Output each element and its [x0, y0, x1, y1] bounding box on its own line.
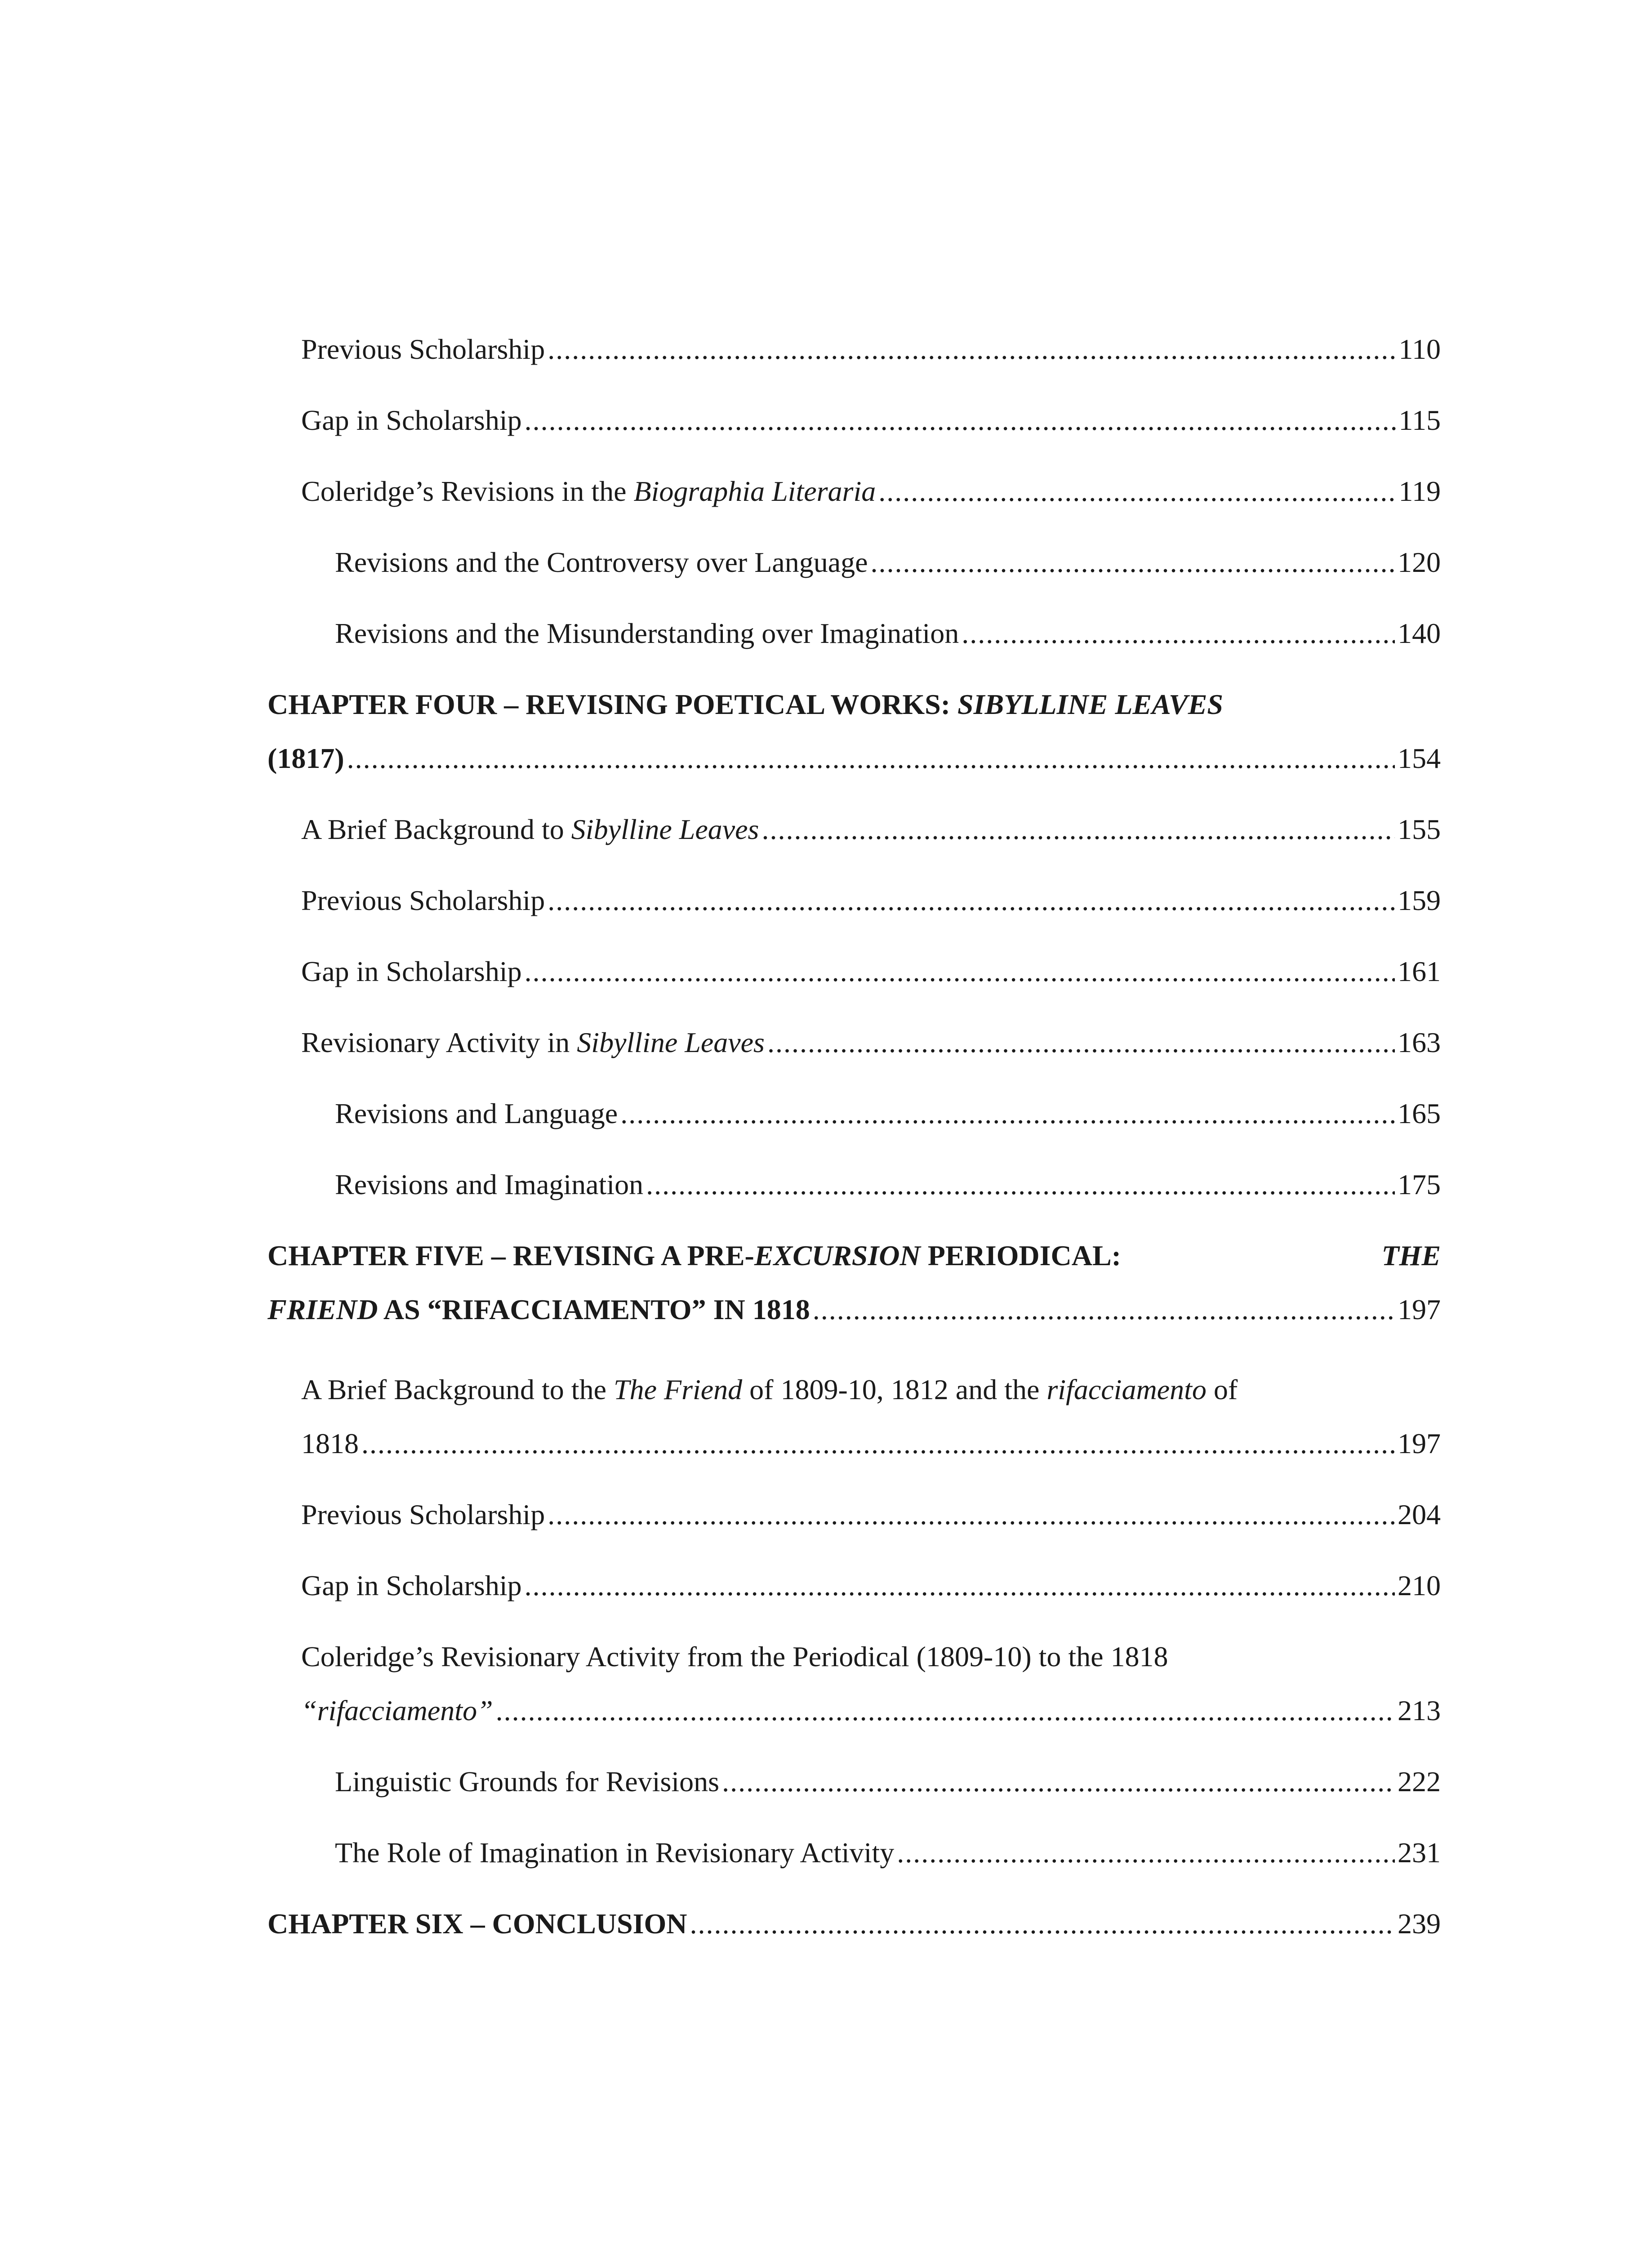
- page-number: 222: [1398, 1766, 1441, 1798]
- toc-entry[interactable]: [267, 404, 1441, 475]
- chapter-heading-continued[interactable]: [267, 1293, 1441, 1364]
- entry-title: (1817): [267, 742, 344, 774]
- toc-entry[interactable]: [267, 1836, 1441, 1907]
- entry-title: Previous Scholarship: [301, 333, 545, 365]
- leader-dots: [347, 742, 1395, 775]
- toc-entry[interactable]: Coleridge’s Revisionary Activity from the Periodical (1809-10) to the 1818: [301, 1641, 1168, 1673]
- page-number: 159: [1398, 884, 1441, 916]
- entry-title: 1818: [301, 1427, 359, 1459]
- page-number: 161: [1398, 955, 1441, 987]
- entry-title: The Role of Imagination in Revisionary Activity: [335, 1837, 895, 1869]
- leader-dots: [767, 1026, 1395, 1059]
- page-number: 210: [1398, 1570, 1441, 1601]
- page-number: 110: [1398, 333, 1441, 365]
- page-number: 115: [1398, 404, 1441, 436]
- leader-dots: [620, 1097, 1395, 1130]
- chapter-heading[interactable]: CHAPTER FOUR – REVISING POETICAL WORKS: SIBYLLINE LEAVES: [267, 688, 1223, 720]
- leader-dots: [525, 404, 1396, 437]
- table-of-contents: [267, 333, 1441, 1978]
- entry-title: “rifacciamento”: [301, 1695, 493, 1726]
- page-number: 165: [1398, 1097, 1441, 1129]
- leader-dots: [722, 1765, 1395, 1798]
- toc-entry[interactable]: [267, 884, 1441, 955]
- toc-entry[interactable]: [267, 546, 1441, 617]
- page-number: 175: [1398, 1169, 1441, 1200]
- chapter-heading[interactable]: CHAPTER FIVE – REVISING A PRE-EXCURSION PERIODICAL: THE: [267, 1240, 1441, 1271]
- entry-title: Previous Scholarship: [301, 1499, 545, 1530]
- entry-title: CHAPTER SIX – CONCLUSION: [267, 1908, 687, 1940]
- toc-entry-continued[interactable]: [267, 1427, 1441, 1498]
- chapter-heading[interactable]: [267, 1907, 1441, 1978]
- toc-entry[interactable]: [267, 1026, 1441, 1097]
- leader-dots: [548, 333, 1396, 366]
- toc-entry[interactable]: [267, 1168, 1441, 1239]
- page-number: 140: [1398, 617, 1441, 649]
- toc-entry-continued[interactable]: [267, 1694, 1441, 1765]
- page-number: 204: [1398, 1499, 1441, 1530]
- toc-entry[interactable]: [267, 475, 1441, 546]
- entry-title: Gap in Scholarship: [301, 404, 522, 436]
- entry-title: Revisionary Activity in Sibylline Leaves: [301, 1026, 765, 1058]
- leader-dots: [548, 884, 1395, 917]
- leader-dots: [525, 955, 1395, 988]
- toc-entry[interactable]: [267, 1765, 1441, 1836]
- leader-dots: [525, 1569, 1395, 1602]
- page-number: 155: [1398, 813, 1441, 845]
- leader-dots: [897, 1836, 1395, 1869]
- toc-entry[interactable]: [267, 333, 1441, 404]
- entry-title: Revisions and Language: [335, 1097, 618, 1129]
- entry-title: Coleridge’s Revisions in the Biographia Literaria: [301, 475, 876, 507]
- entry-title: Gap in Scholarship: [301, 955, 522, 987]
- entry-title: FRIEND AS “RIFACCIAMENTO” IN 1818: [267, 1293, 810, 1325]
- entry-title: Linguistic Grounds for Revisions: [335, 1766, 720, 1798]
- toc-entry[interactable]: [267, 1569, 1441, 1640]
- leader-dots: [361, 1427, 1395, 1460]
- page-number: 197: [1398, 1293, 1441, 1325]
- entry-title: Revisions and Imagination: [335, 1169, 644, 1200]
- page-number: 231: [1398, 1837, 1441, 1869]
- page-number: 120: [1398, 546, 1441, 578]
- toc-entry[interactable]: [267, 955, 1441, 1026]
- leader-dots: [871, 546, 1395, 579]
- chapter-heading-continued[interactable]: [267, 742, 1441, 813]
- entry-title: Revisions and the Misunderstanding over Imagination: [335, 617, 959, 649]
- page-number: 213: [1398, 1695, 1441, 1726]
- page-number: 154: [1398, 742, 1441, 774]
- page-number: 119: [1398, 475, 1441, 507]
- leader-dots: [878, 475, 1396, 508]
- entry-title: A Brief Background to Sibylline Leaves: [301, 813, 759, 845]
- leader-dots: [548, 1498, 1395, 1531]
- page-number: 163: [1398, 1026, 1441, 1058]
- toc-entry[interactable]: [267, 617, 1441, 688]
- toc-entry[interactable]: [267, 1097, 1441, 1168]
- entry-title: Gap in Scholarship: [301, 1570, 522, 1601]
- leader-dots: [813, 1293, 1395, 1326]
- leader-dots: [496, 1694, 1395, 1727]
- page-number: 239: [1398, 1908, 1441, 1940]
- leader-dots: [761, 813, 1395, 846]
- toc-entry[interactable]: A Brief Background to the The Friend of 1809-10, 1812 and the rifacciamento of: [301, 1374, 1238, 1405]
- entry-title: Revisions and the Controversy over Language: [335, 546, 868, 578]
- leader-dots: [690, 1907, 1395, 1940]
- toc-entry[interactable]: [267, 813, 1441, 884]
- entry-title: Previous Scholarship: [301, 884, 545, 916]
- page-number: 197: [1398, 1427, 1441, 1459]
- leader-dots: [646, 1168, 1395, 1201]
- leader-dots: [962, 617, 1395, 650]
- toc-entry[interactable]: [267, 1498, 1441, 1569]
